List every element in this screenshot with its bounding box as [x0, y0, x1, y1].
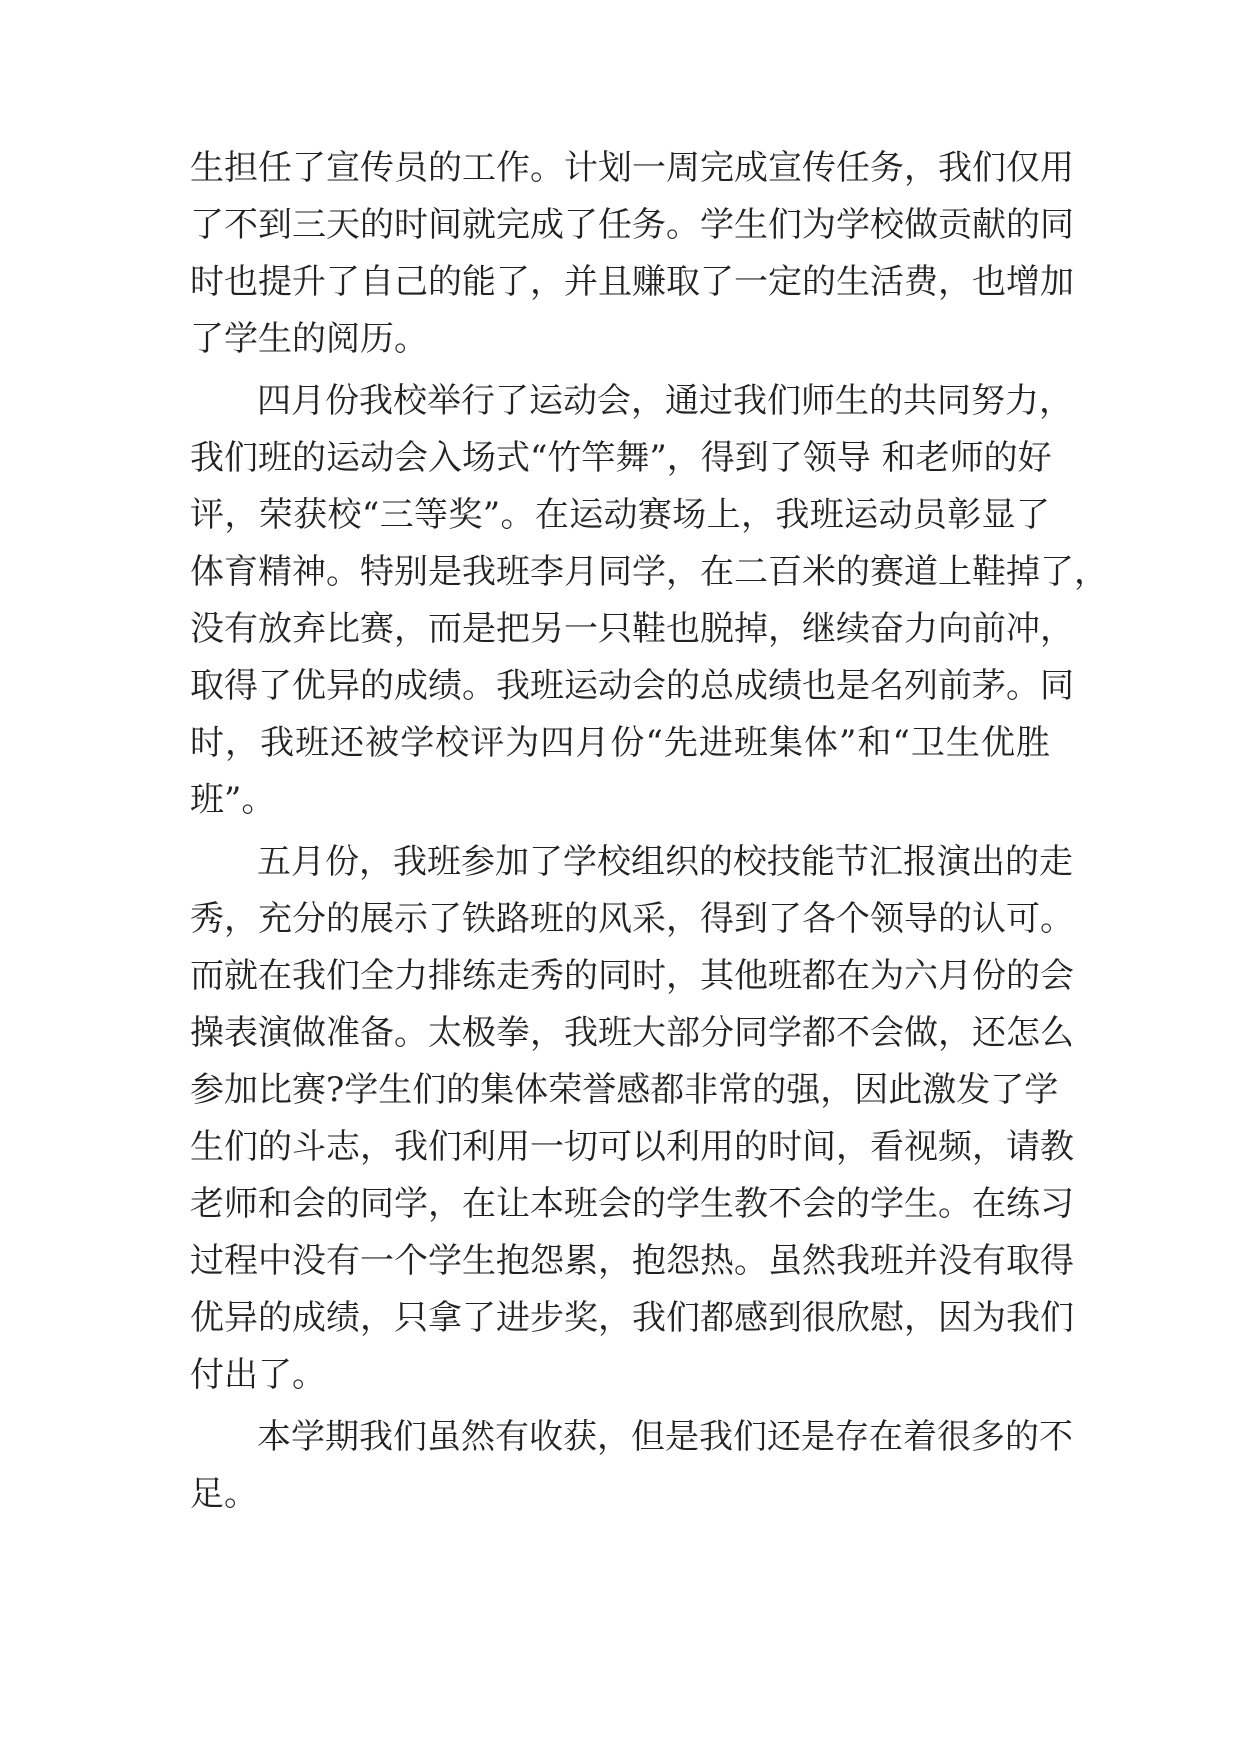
text-line: 我们班的运动会入场式“竹竿舞”，得到了领导 和老师的好 — [190, 438, 1052, 478]
text-line: 足。 — [190, 1474, 258, 1514]
text-line: 时，我班还被学校评为四月份“先进班集体”和“卫生优胜 — [190, 723, 1050, 763]
text-line: 体育精神。特别是我班李月同学，在二百米的赛道上鞋掉了， — [190, 552, 1108, 592]
paragraph-first-line: 五月份，我班参加了学校组织的校技能节汇报演出的走 — [257, 842, 1073, 882]
text-line: 秀，充分的展示了铁路班的风采，得到了各个领导的认可。 — [190, 899, 1074, 939]
text-line: 时也提升了自己的能了，并且赚取了一定的生活费，也增加 — [190, 262, 1074, 302]
text-line: 评，荣获校“三等奖”。在运动赛场上，我班运动员彰显了 — [190, 495, 1050, 535]
text-line: 生们的斗志，我们利用一切可以利用的时间，看视频，请教 — [190, 1127, 1074, 1167]
text-line: 过程中没有一个学生抱怨累，抱怨热。虽然我班并没有取得 — [190, 1241, 1074, 1281]
text-line: 参加比赛?学生们的集体荣誉感都非常的强，因此激发了学 — [190, 1070, 1059, 1110]
text-line: 生担任了宣传员的工作。计划一周完成宣传任务，我们仅用 — [190, 148, 1074, 188]
paragraph-first-line: 本学期我们虽然有收获，但是我们还是存在着很多的不 — [257, 1417, 1073, 1457]
text-line: 了不到三天的时间就完成了任务。学生们为学校做贡献的同 — [190, 205, 1074, 245]
text-line: 班”。 — [190, 780, 276, 820]
text-line: 操表演做准备。太极拳，我班大部分同学都不会做，还怎么 — [190, 1013, 1074, 1053]
text-line: 取得了优异的成绩。我班运动会的总成绩也是名列前茅。同 — [190, 666, 1074, 706]
paragraph-first-line: 四月份我校举行了运动会，通过我们师生的共同努力， — [257, 381, 1073, 421]
text-line: 了学生的阅历。 — [190, 319, 428, 359]
text-line: 老师和会的同学，在让本班会的学生教不会的学生。在练习 — [190, 1184, 1074, 1224]
text-line: 而就在我们全力排练走秀的同时，其他班都在为六月份的会 — [190, 956, 1074, 996]
text-line: 没有放弃比赛，而是把另一只鞋也脱掉，继续奋力向前冲， — [190, 609, 1074, 649]
text-line: 优异的成绩，只拿了进步奖，我们都感到很欣慰，因为我们 — [190, 1298, 1074, 1338]
text-line: 付出了。 — [190, 1355, 326, 1395]
